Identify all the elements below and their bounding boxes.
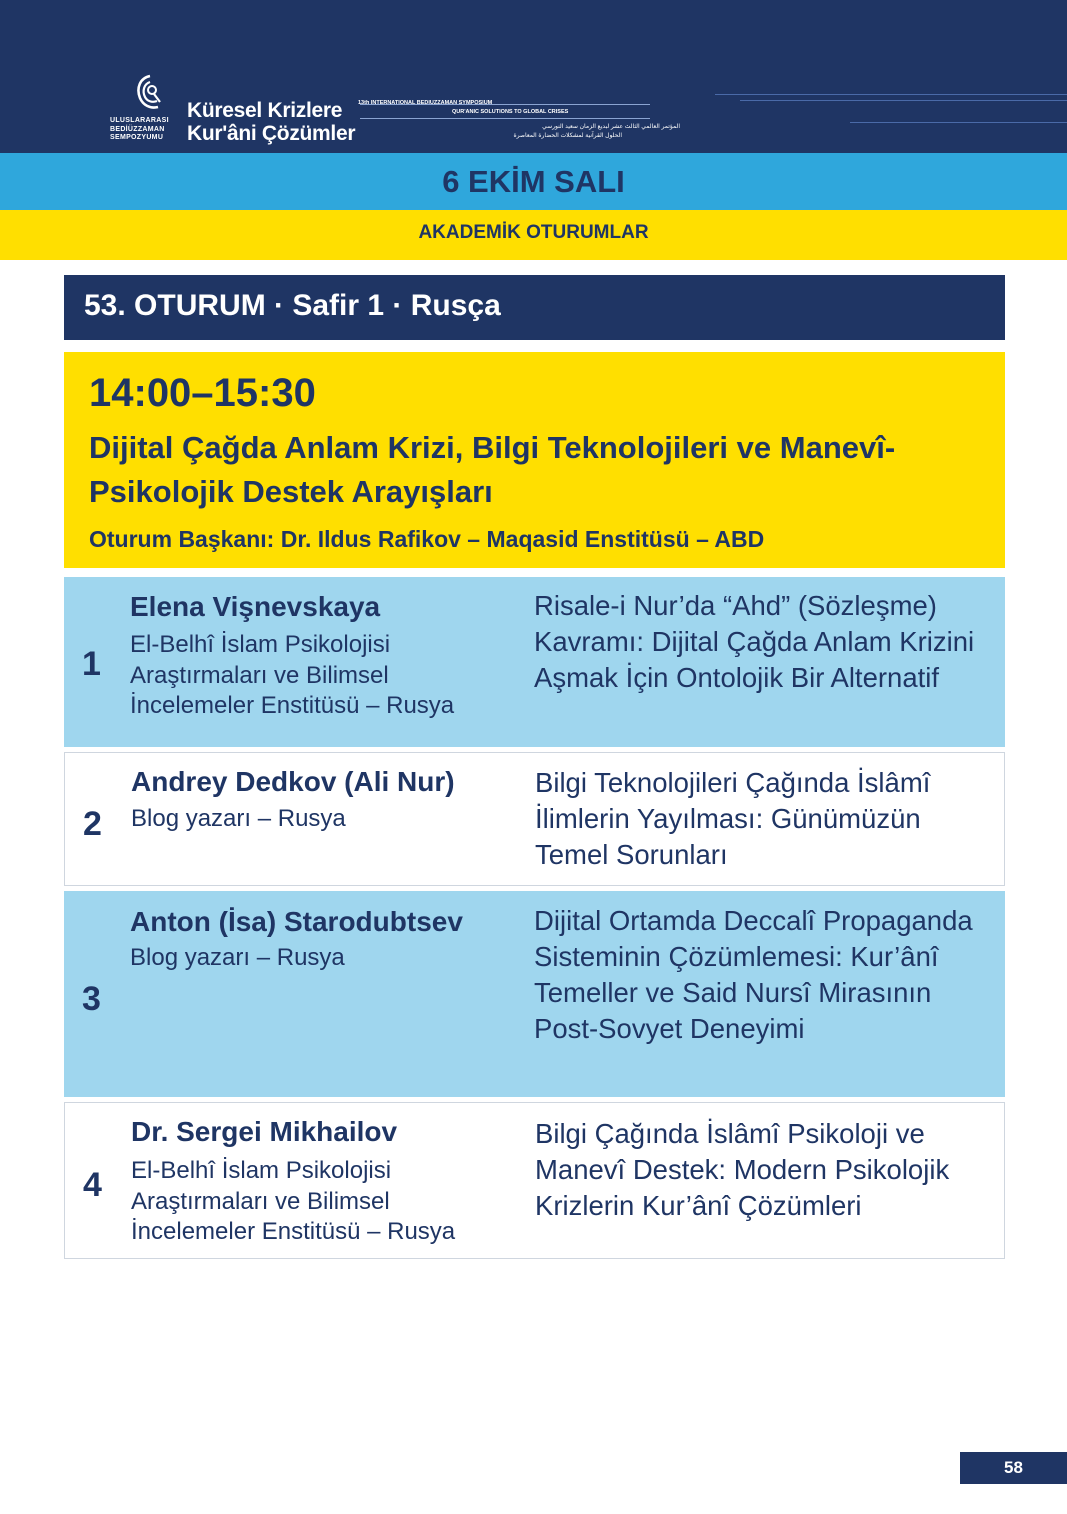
session-time: 14:00–15:30 bbox=[89, 371, 316, 415]
presentation-row bbox=[64, 752, 1005, 886]
presenter-name: Elena Vişnevskaya bbox=[130, 591, 381, 622]
presenter-name: Anton (İsa) Starodubtsev bbox=[130, 906, 463, 937]
logo-text-line: BEDİÜZZAMAN bbox=[110, 126, 165, 133]
section-heading bbox=[0, 210, 1067, 260]
presenter-affiliation: Blog yazarı – Rusya bbox=[131, 805, 346, 832]
presentation-number: 4 bbox=[83, 1166, 102, 1204]
presentation-row bbox=[64, 1102, 1005, 1259]
header-decor-line bbox=[740, 100, 1067, 101]
presentation-row bbox=[64, 891, 1005, 1097]
logo-title-line: Kur'âni Çözümler bbox=[187, 122, 356, 145]
presenter-affiliation: El-Belhî İslam Psikolojisi Araştırmaları ve Bilimsel İncelemeler Enstitüsü – Rusya bbox=[131, 1157, 456, 1245]
logo-text-line: SEMPOZYUMU bbox=[110, 134, 164, 141]
presentation-number: 3 bbox=[82, 980, 101, 1018]
session-chair: Oturum Başkanı: Dr. Ildus Rafikov – Maqasid Enstitüsü – ABD bbox=[89, 526, 765, 552]
page-number-box bbox=[960, 1452, 1067, 1484]
presenter-name: Dr. Sergei Mikhailov bbox=[131, 1116, 398, 1147]
header-arabic-text: الحلول القرآنية لمشكلات الحضارة المعاصرة bbox=[513, 133, 622, 139]
header-decor-line bbox=[715, 94, 1067, 95]
presentation-number: 1 bbox=[82, 645, 101, 683]
header-subtitle: 13th INTERNATIONAL BEDIUZZAMAN SYMPOSIUM bbox=[358, 100, 493, 106]
symposium-logo bbox=[110, 70, 370, 150]
paper-title: Bilgi Teknolojileri Çağında İslâmî İlimlerin Yayılması: Günümüzün Temel Sorunları bbox=[535, 767, 931, 870]
day-heading bbox=[0, 153, 1067, 210]
logo-text-line: ULUSLARARASI bbox=[110, 117, 169, 124]
section-label: AKADEMİK OTURUMLAR bbox=[418, 222, 649, 243]
session-title: Dijital Çağda Anlam Krizi, Bilgi Teknolojileri ve Manevî-Psikolojik Destek Arayışları bbox=[89, 430, 896, 509]
header-banner bbox=[0, 0, 1067, 153]
header-arabic-text: المؤتمر العالمي الثالث عشر لبديع الزمان سعيد النورسي bbox=[542, 124, 680, 130]
day-label: 6 EKİM SALI bbox=[442, 164, 625, 199]
presenter-affiliation: El-Belhî İslam Psikolojisi Araştırmaları ve Bilimsel İncelemeler Enstitüsü – Rusya bbox=[130, 631, 455, 719]
presentation-row bbox=[64, 577, 1005, 747]
header-decor-line bbox=[850, 122, 1067, 123]
presenter-affiliation: Blog yazarı – Rusya bbox=[130, 944, 345, 971]
logo-title-line: Küresel Krizlere bbox=[187, 99, 343, 122]
presentation-number: 2 bbox=[83, 805, 102, 843]
session-header bbox=[64, 275, 1005, 340]
paper-title: Dijital Ortamda Deccalî Propaganda Sisteminin Çözümlemesi: Kur’ânî Temeller ve Said Nursî Mirasının Post-Sovyet Deneyimi bbox=[534, 905, 973, 1044]
header-decor-line bbox=[360, 118, 650, 119]
header-subtitle: QUR'ANIC SOLUTIONS TO GLOBAL CRISES bbox=[452, 109, 569, 115]
session-info bbox=[64, 352, 1005, 568]
page-number: 58 bbox=[1004, 1458, 1023, 1477]
paper-title: Risale-i Nur’da “Ahd” (Sözleşme) Kavramı: Dijital Çağda Anlam Krizini Aşmak İçin Ontolojik Bir Alternatif bbox=[534, 590, 975, 693]
session-label: 53. OTURUM · Safir 1 · Rusça bbox=[84, 289, 501, 322]
paper-title: Bilgi Çağında İslâmî Psikoloji ve Manevî Destek: Modern Psikolojik Krizlerin Kur’ânî Çözümleri bbox=[535, 1118, 950, 1221]
symposium-emblem-icon bbox=[132, 74, 168, 112]
presenter-name: Andrey Dedkov (Ali Nur) bbox=[131, 766, 455, 797]
